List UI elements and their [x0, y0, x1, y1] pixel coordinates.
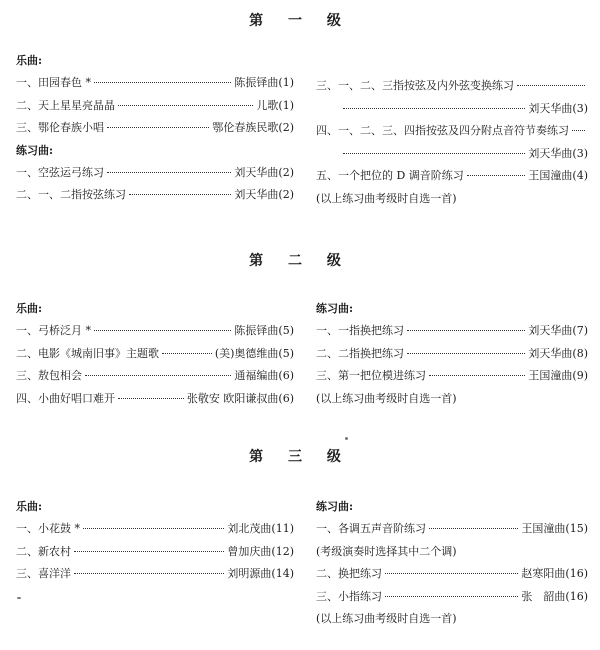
pieces-label: 乐曲: [16, 54, 43, 67]
dot-leader [74, 551, 224, 552]
dot-leader [385, 596, 518, 597]
dot-leader [385, 573, 518, 574]
etude-title: 三、一、二、三指按弦及内外弦变换练习 [316, 79, 514, 92]
list-item [16, 320, 294, 343]
dot-leader [74, 573, 224, 574]
etude-title: 三、第一把位模进练习 [316, 369, 426, 382]
list-item [16, 388, 294, 411]
etude-author: 张 韶曲(16) [521, 589, 588, 603]
list-item [316, 563, 588, 586]
list-item [16, 343, 294, 366]
etude-title: 二、换把练习 [316, 567, 382, 580]
level-3-right-column [316, 496, 588, 631]
etudes-label: 练习曲: [316, 500, 354, 513]
etude-author: 刘天华曲(2) [234, 165, 294, 179]
etude-title: 三、小指练习 [316, 589, 382, 603]
dot-leader [572, 130, 585, 131]
dot-leader [83, 528, 224, 529]
list-item [16, 162, 294, 185]
etude-title: 二、一、二指按弦练习 [16, 188, 126, 201]
list-item [316, 586, 588, 609]
list-item [16, 563, 294, 586]
pieces-label: 乐曲: [16, 500, 43, 513]
piece-title: 二、电影《城南旧事》主题歌 [16, 346, 159, 360]
dot-leader [94, 82, 231, 83]
selection-note: (以上练习曲考级时自选一首) [316, 191, 457, 205]
level-1-left-column [16, 50, 294, 207]
list-item [16, 365, 294, 388]
etude-author: 赵寒阳曲(16) [521, 567, 588, 580]
piece-author: 鄂伦春族民歌(2) [212, 121, 294, 134]
piece-author: (美)奥德维曲(5) [214, 346, 294, 360]
piece-title: 一、小花鼓 * [16, 522, 80, 535]
etude-author: 刘天华曲(7) [528, 324, 588, 337]
dot-leader [162, 353, 212, 354]
dot-leader [94, 330, 231, 331]
list-item [16, 184, 294, 207]
piece-title: 三、鄂伦春族小唱 [16, 121, 104, 134]
dot-leader [85, 375, 231, 376]
etude-title: 二、二指换把练习 [316, 346, 404, 360]
list-item [316, 343, 588, 366]
list-item-continuation [316, 98, 588, 121]
dot-leader [407, 353, 525, 354]
piece-title: 三、喜洋洋 [16, 567, 71, 580]
list-item-continuation [316, 143, 588, 166]
etudes-label: 练习曲: [316, 302, 354, 315]
etude-author: 王国潼曲(4) [528, 169, 588, 182]
piece-title: 二、新农村 [16, 544, 71, 558]
list-item [316, 365, 588, 388]
etude-title: 五、一个把位的 D 调音阶练习 [316, 169, 464, 182]
list-item [316, 75, 588, 98]
piece-title: 三、敖包相会 [16, 369, 82, 382]
selection-note: (以上练习曲考级时自选一首) [316, 391, 457, 405]
list-item [16, 72, 294, 95]
etude-author: 刘天华曲(2) [234, 188, 294, 201]
level-2-left-column [16, 298, 294, 410]
dot-leader [107, 127, 209, 128]
dot-leader [407, 330, 525, 331]
list-item [16, 518, 294, 541]
dot-leader [343, 153, 525, 154]
list-item [316, 165, 588, 188]
etude-title: 一、空弦运弓练习 [16, 165, 104, 179]
piece-title: 一、弓桥泛月 * [16, 324, 91, 337]
etude-title: 四、一、二、三、四指按弦及四分附点音符节奏练习 [316, 124, 569, 137]
piece-author: 通福编曲(6) [234, 369, 294, 382]
pieces-label: 乐曲: [16, 302, 43, 315]
list-item [16, 117, 294, 140]
piece-author: 儿歌(1) [256, 98, 294, 112]
piece-title: 一、田园春色 * [16, 76, 91, 89]
dot-leader [517, 85, 585, 86]
dot-leader [343, 108, 525, 109]
level-2-right-column [316, 298, 588, 410]
dot-leader [107, 172, 231, 173]
dot-leader [129, 194, 231, 195]
list-item [316, 518, 588, 541]
etude-author: 刘天华曲(3) [528, 146, 588, 160]
level-1-right-column [316, 75, 588, 210]
etude-title: 一、一指换把练习 [316, 324, 404, 337]
etude-author: 刘天华曲(8) [528, 346, 588, 360]
level-3-title: 第 三 级 [249, 449, 351, 465]
dot-leader [118, 398, 184, 399]
piece-title: 二、天上星星亮晶晶 [16, 98, 115, 112]
key-selection-note: (考级演奏时选择其中二个调) [316, 544, 457, 558]
dot-leader [429, 375, 525, 376]
etudes-label: 练习曲: [16, 143, 54, 157]
etude-author: 刘天华曲(3) [528, 101, 588, 115]
list-item [16, 95, 294, 118]
level-1-title: 第 一 级 [249, 13, 351, 29]
etude-title: 一、各调五声音阶练习 [316, 522, 426, 535]
dot-leader [118, 105, 253, 106]
list-item [16, 541, 294, 564]
level-2-title: 第 二 级 [249, 253, 351, 269]
selection-note: (以上练习曲考级时自选一首) [316, 612, 457, 625]
level-3-left-column [16, 496, 294, 586]
scan-speck [17, 597, 21, 599]
piece-title: 四、小曲好唱口难开 [16, 391, 115, 405]
piece-author: 刘明源曲(14) [227, 567, 294, 580]
piece-author: 张敬安 欧阳谦叔曲(6) [186, 391, 294, 405]
piece-author: 曾加庆曲(12) [227, 544, 294, 558]
etude-author: 王国潼曲(9) [528, 369, 588, 382]
dot-leader [429, 528, 518, 529]
dot-leader [467, 175, 526, 176]
piece-author: 陈振铎曲(5) [234, 324, 294, 337]
list-item [316, 120, 588, 143]
list-item [316, 320, 588, 343]
piece-author: 刘北茂曲(11) [227, 522, 294, 535]
scan-speck [345, 437, 348, 440]
piece-author: 陈振铎曲(1) [234, 76, 294, 89]
etude-author: 王国潼曲(15) [521, 522, 588, 535]
